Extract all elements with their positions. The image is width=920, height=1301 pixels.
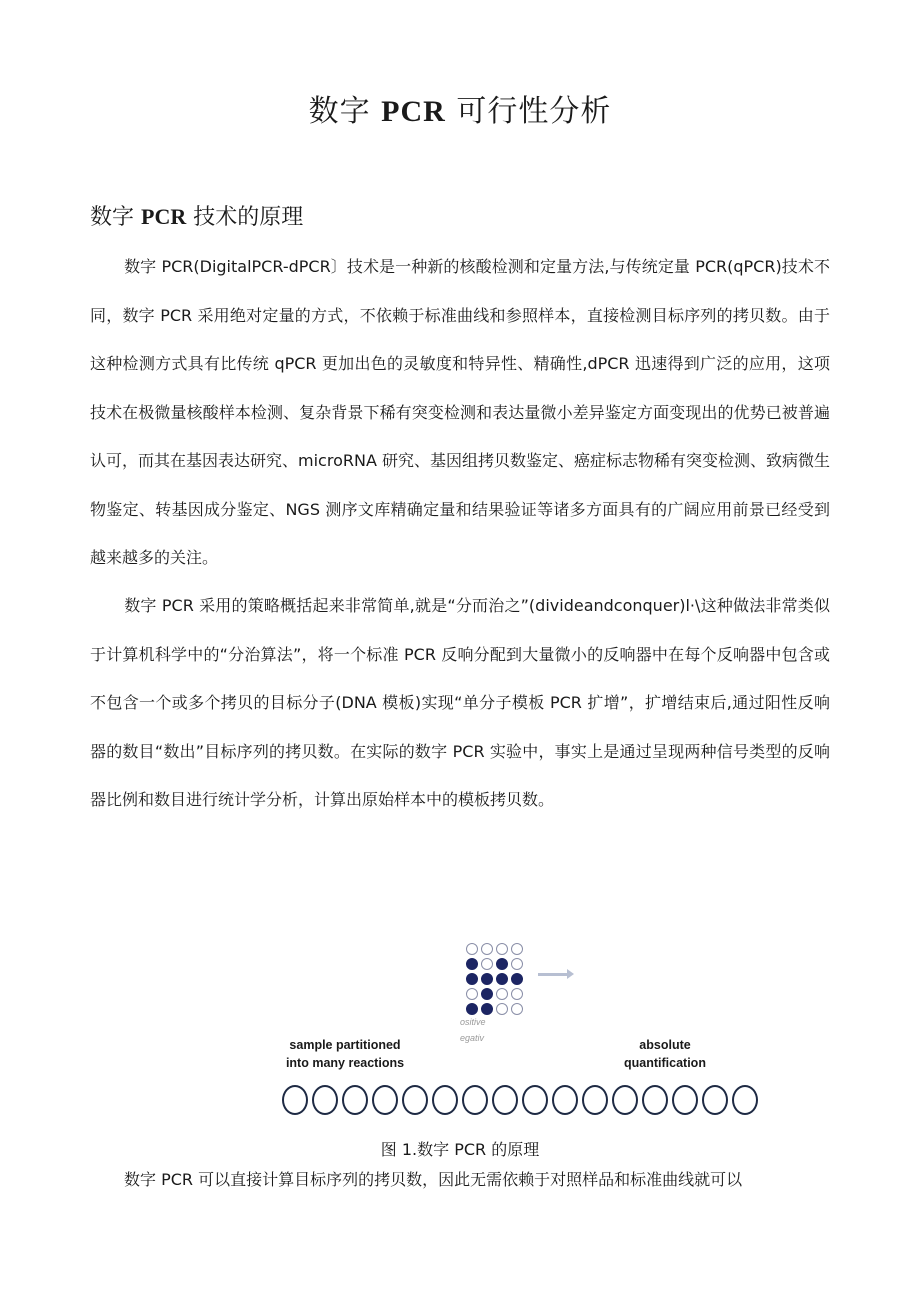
positive-well <box>466 973 478 985</box>
negative-well <box>511 988 523 1000</box>
partition-circle <box>372 1085 398 1115</box>
document-title: 数字 PCR 可行性分析 <box>308 94 612 129</box>
partition-circle <box>282 1085 308 1115</box>
paragraph-divide-and-conquer: 数字 PCR 采用的策略概括起来非常简单,就是“分而治之”(divideandconquer)l·\这种做法非常类似于计算机科学中的“分治算法”，将一个标准 PCR 反响分配到大量微小的反响器中在每个反响器中包含或不包含一个或多个拷贝的目标分子(DNA 模板)实现“单分子模板 PCR 扩增”，扩增结束后,通过阳性反响器的数目“数出”目标序列的拷贝数。在实际的数字 PCR 实验中，事实上是通过呈现两种信号类型的反响器比例和数目进行统计学分析，计算出原始样本中的模板拷贝数。 <box>90 596 830 809</box>
positive-well <box>511 973 523 985</box>
partition-circle <box>552 1085 578 1115</box>
partition-circle <box>672 1085 698 1115</box>
negative-well <box>496 1003 508 1015</box>
positive-well <box>466 1003 478 1015</box>
partition-circle-row <box>282 1085 758 1115</box>
paragraph-absolute-count: 数字 PCR 可以直接计算目标序列的拷贝数，因此无需依赖于对照样品和标准曲线就可以 <box>124 1170 743 1189</box>
figure-caption: 图 1.数字 PCR 的原理 <box>380 1140 540 1159</box>
positive-well <box>481 988 493 1000</box>
partition-circle <box>642 1085 668 1115</box>
arrow-icon <box>538 973 568 976</box>
partition-circle <box>462 1085 488 1115</box>
partition-circle <box>312 1085 338 1115</box>
partition-circle <box>402 1085 428 1115</box>
section-heading: 数字 PCR 技术的原理 <box>90 204 304 230</box>
legend-negative: egativ <box>460 1033 485 1043</box>
negative-well <box>481 943 493 955</box>
partition-circle <box>612 1085 638 1115</box>
negative-well <box>511 943 523 955</box>
partition-circle <box>342 1085 368 1115</box>
partition-circle <box>582 1085 608 1115</box>
partition-circle <box>522 1085 548 1115</box>
negative-well <box>496 943 508 955</box>
legend-positive: ositive <box>460 1017 486 1027</box>
positive-well <box>481 973 493 985</box>
negative-well <box>496 988 508 1000</box>
label-sample-partitioned: sample partitioned into many reactions <box>285 1038 405 1070</box>
positive-well <box>481 1003 493 1015</box>
negative-well <box>466 988 478 1000</box>
partition-circle <box>432 1085 458 1115</box>
negative-well <box>511 1003 523 1015</box>
positive-well <box>496 958 508 970</box>
paragraph-principle-intro: 数字 PCR(DigitalPCR-dPCR〕技术是一种新的核酸检测和定量方法,与传统定量 PCR(qPCR)技术不同，数字 PCR 采用绝对定量的方式，不依赖于标准曲线和参照样本，直接检测目标序列的拷贝数。由于这种检测方式具有比传统 qPCR 更加出色的灵敏度和特异性、精确性,dPCR 迅速得到广泛的应用，这项技术在极微量核酸样本检测、复杂背景下稀有突变检测和表达量微小差异鉴定方面变现出的优势已被普遍认可，而其在基因表达研究、microRNA 研究、基因组拷贝数鉴定、癌症标志物稀有突变检测、致病微生物鉴定、转基因成分鉴定、NGS 测序文库精确定量和结果验证等诸多方面具有的广阔应用前景已经受到越来越多的关注。 <box>90 257 830 567</box>
negative-well <box>511 958 523 970</box>
label-absolute-quantification: absolute quantification <box>624 1038 706 1070</box>
partition-circle <box>702 1085 728 1115</box>
negative-well <box>466 943 478 955</box>
positive-well <box>466 958 478 970</box>
negative-well <box>481 958 493 970</box>
positive-well <box>496 973 508 985</box>
dpcr-principle-figure <box>270 905 770 1105</box>
partition-circle <box>492 1085 518 1115</box>
partition-circle <box>732 1085 758 1115</box>
